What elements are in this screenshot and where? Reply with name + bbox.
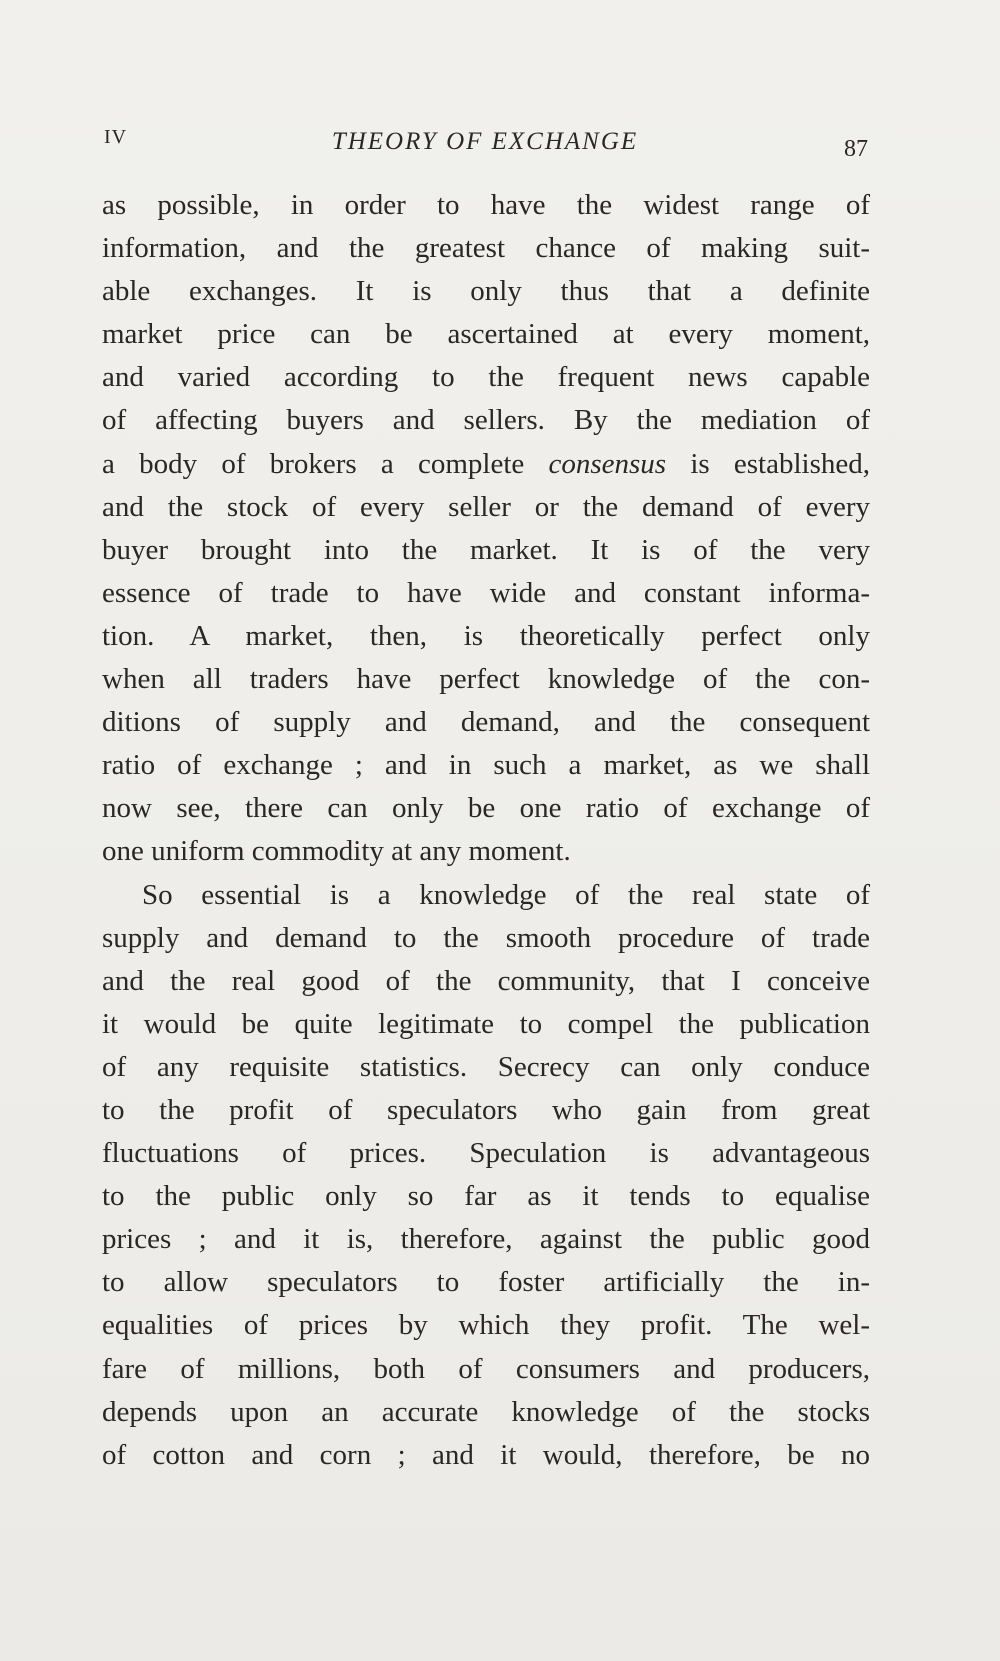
body-text (102, 184, 870, 1477)
text-line: tion. A market, then, is theoretically perfect only (102, 619, 870, 652)
text-line: when all traders have perfect knowledge of the con- (102, 663, 870, 696)
page-number: 87 (844, 136, 868, 162)
text-line: and varied according to the frequent news capable (102, 361, 870, 394)
text-line: prices ; and it is, therefore, against the public good (102, 1223, 870, 1256)
text-line (102, 443, 870, 486)
text-line: one uniform commodity at any moment. (102, 835, 571, 868)
text-line: essence of trade to have wide and constant informa- (102, 576, 870, 609)
text-line: equalities of prices by which they profit. The wel- (102, 1309, 870, 1342)
text-line: So essential is a knowledge of the real state of (142, 878, 870, 911)
text-line: and the real good of the community, that I conceive (102, 964, 870, 997)
text-line: ditions of supply and demand, and the consequent (102, 706, 870, 739)
text-line: of cotton and corn ; and it would, therefore, be no (102, 1438, 870, 1471)
chapter-number: IV (104, 126, 128, 148)
text-line: supply and demand to the smooth procedure of trade (102, 921, 870, 954)
running-title: THEORY OF EXCHANGE (331, 128, 639, 155)
text-line: depends upon an accurate knowledge of the stocks (102, 1395, 870, 1428)
text-line: ratio of exchange ; and in such a market, as we shall (102, 749, 870, 782)
text-line: to the profit of speculators who gain from great (102, 1093, 870, 1126)
text-line: and the stock of every seller or the demand of every (102, 490, 870, 523)
page-header (100, 126, 870, 166)
text-segment: a body of brokers a complete (102, 447, 549, 480)
italic-term: consensus (548, 447, 667, 480)
text-line: to allow speculators to foster artificially the in- (102, 1266, 870, 1299)
text-line: of any requisite statistics. Secrecy can only conduce (102, 1050, 870, 1083)
text-segment: is established, (666, 447, 870, 480)
text-line: as possible, in order to have the widest range of (102, 189, 870, 221)
text-line: market price can be ascertained at every moment, (102, 318, 870, 351)
text-line: information, and the greatest chance of making suit- (102, 232, 870, 265)
text-line: it would be quite legitimate to compel the publication (102, 1007, 870, 1040)
text-line: of affecting buyers and sellers. By the mediation of (102, 404, 870, 437)
text-line: to the public only so far as it tends to equalise (102, 1180, 870, 1213)
text-line: buyer brought into the market. It is of the very (102, 533, 870, 566)
text-line: now see, there can only be one ratio of exchange of (102, 792, 870, 825)
text-line: fluctuations of prices. Speculation is advantageous (102, 1137, 870, 1170)
text-line: fare of millions, both of consumers and producers, (102, 1352, 870, 1385)
text-line: able exchanges. It is only thus that a definite (102, 275, 870, 308)
